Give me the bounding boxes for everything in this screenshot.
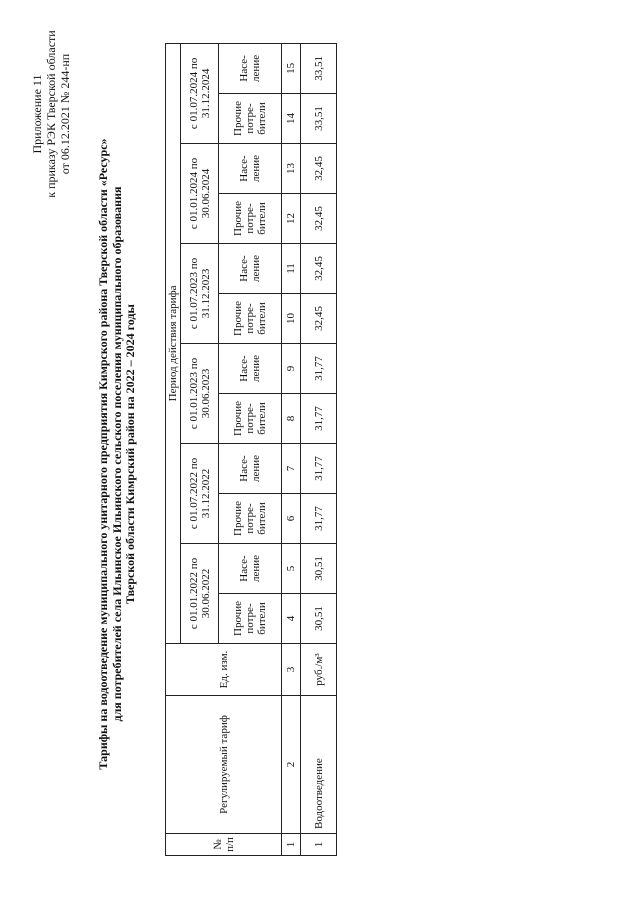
column-number: 14	[282, 94, 301, 144]
tariff-value: 32,45	[301, 144, 337, 194]
header-period-5: с 01.01.2024 по 30.06.2024	[181, 144, 219, 244]
header-period-1: с 01.01.2022 по 30.06.2022	[181, 544, 219, 644]
header-period: Период действия тарифа	[166, 43, 181, 643]
header-period-3: с 01.01.2023 по 30.06.2023	[181, 344, 219, 444]
header-other-consumers: Прочие потре-бители	[219, 394, 282, 444]
column-number: 12	[282, 194, 301, 244]
column-number: 2	[282, 696, 301, 834]
column-number: 15	[282, 43, 301, 93]
column-number: 9	[282, 344, 301, 394]
column-number: 13	[282, 144, 301, 194]
header-tariff: Регулируемый тариф	[166, 696, 282, 834]
header-population: Насе-ление	[219, 244, 282, 294]
tariff-value: 32,45	[301, 194, 337, 244]
title-line: Тарифы на водоотведение муниципального унитарного предприятия Кимрского района Тверской области «Ресурс»	[96, 138, 110, 770]
header-other-consumers: Прочие потре-бители	[219, 94, 282, 144]
header-population: Насе-ление	[219, 544, 282, 594]
column-number: 11	[282, 244, 301, 294]
appendix-line: Приложение 11	[30, 74, 44, 154]
title-line: для потребителей села Ильинское Ильинского сельского поселения муниципального образования	[109, 186, 124, 722]
column-number: 6	[282, 494, 301, 544]
column-number: 8	[282, 394, 301, 444]
row-unit: руб./м³	[301, 644, 337, 696]
header-period-2: с 01.07.2022 по 31.12.2022	[181, 444, 219, 544]
header-num: № п/п	[166, 834, 282, 856]
appendix-note	[30, 14, 72, 214]
column-number: 10	[282, 294, 301, 344]
column-number: 4	[282, 594, 301, 644]
tariff-value: 32,45	[301, 244, 337, 294]
header-period-4: с 01.07.2023 по 31.12.2023	[181, 244, 219, 344]
column-number: 1	[282, 834, 301, 856]
appendix-line: от 06.12.2021 № 244-нп	[58, 53, 72, 175]
header-population: Насе-ление	[219, 144, 282, 194]
header-population: Насе-ление	[219, 43, 282, 93]
title-line: Тверской области Кимрский район на 2022 – 2024 годы	[123, 304, 137, 604]
tariff-value: 32,45	[301, 294, 337, 344]
tariff-value: 31,77	[301, 344, 337, 394]
header-population: Насе-ление	[219, 444, 282, 494]
tariff-value: 33,51	[301, 94, 337, 144]
tariff-value: 31,77	[301, 494, 337, 544]
header-other-consumers: Прочие потре-бители	[219, 194, 282, 244]
table-row	[301, 43, 337, 855]
tariff-value: 31,77	[301, 394, 337, 444]
tariff-value: 33,51	[301, 43, 337, 93]
header-period-6: с 01.07.2024 по 31.12.2024	[181, 43, 219, 143]
header-other-consumers: Прочие потре-бители	[219, 294, 282, 344]
row-tariff: Водоотведение	[301, 696, 337, 834]
header-other-consumers: Прочие потре-бители	[219, 494, 282, 544]
document-title	[97, 94, 138, 814]
column-number: 7	[282, 444, 301, 494]
tariff-value: 31,77	[301, 444, 337, 494]
tariff-value: 30,51	[301, 594, 337, 644]
tariff-value: 30,51	[301, 544, 337, 594]
tariff-table	[165, 43, 337, 856]
header-unit: Ед. изм.	[166, 644, 282, 696]
column-number: 3	[282, 644, 301, 696]
header-population: Насе-ление	[219, 344, 282, 394]
column-number: 5	[282, 544, 301, 594]
appendix-line: к приказу РЭК Тверской области	[44, 30, 58, 198]
header-other-consumers: Прочие потре-бители	[219, 594, 282, 644]
row-num: 1	[301, 834, 337, 856]
